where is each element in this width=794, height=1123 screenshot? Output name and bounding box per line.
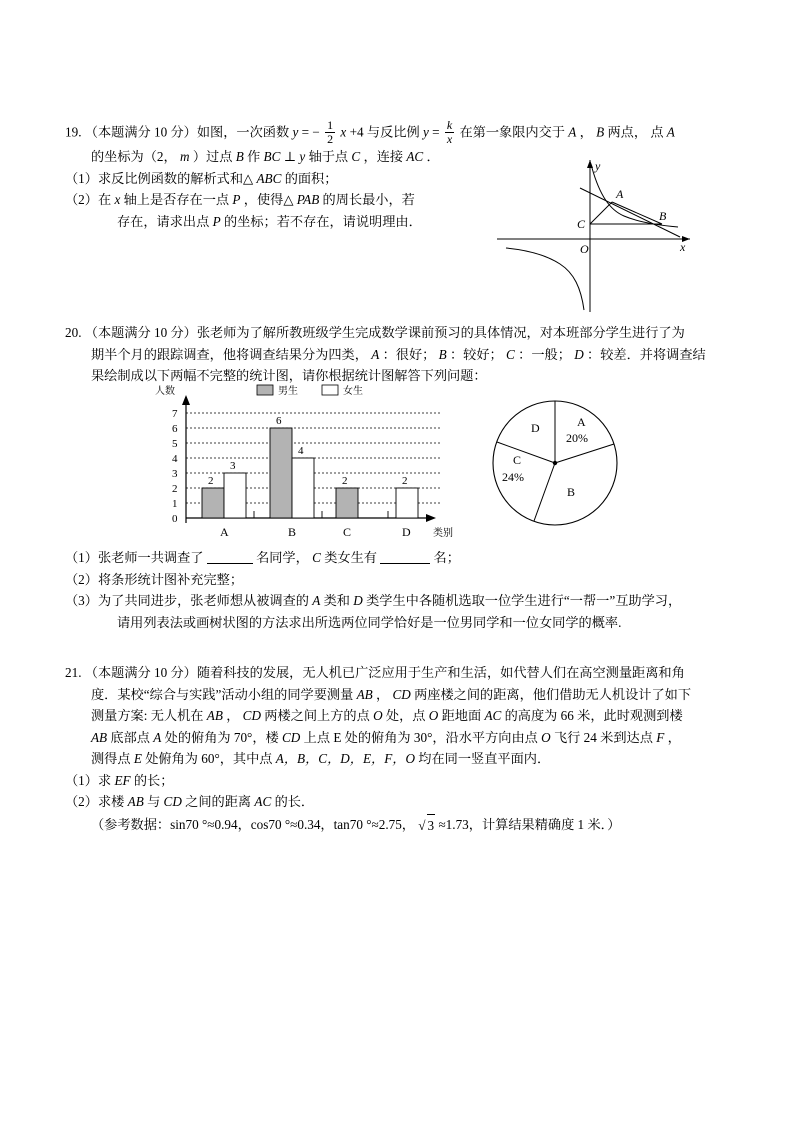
q21-building-CD: CD — [392, 686, 411, 702]
q19-point-P: P — [232, 192, 241, 208]
q19-connect-text: ，连接 — [363, 149, 404, 165]
point-label-B: B — [659, 209, 667, 223]
q21-point-O2: O — [428, 708, 439, 723]
q21-building-CD3: CD — [282, 729, 301, 745]
q19-minus: − — [312, 124, 320, 140]
origin-label: O — [580, 242, 589, 256]
y-axis-tick-labels — [172, 408, 178, 525]
q20-sub2-text: （2）将条形统计图补充完整； — [65, 571, 244, 587]
q19-triangle-ABC: ABC — [256, 170, 282, 186]
q21-building-CD4: CD — [163, 794, 182, 809]
q21-line3-comma: ， — [226, 708, 240, 723]
q19-sub2-b: 轴上是否存在一点 — [123, 192, 230, 208]
q21-building-AB: AB — [356, 686, 373, 702]
pie-label-B: B — [567, 485, 576, 499]
q20-sub-1 — [65, 547, 745, 569]
bar-chart-figure — [140, 383, 465, 545]
q20-sub1-a: （1）张老师一共调查了 — [65, 550, 204, 565]
q19-equals: = — [301, 124, 310, 140]
answer-blank-total-students[interactable] — [207, 550, 253, 564]
point-label-A: A — [616, 187, 624, 201]
q19-var-m: m — [180, 149, 190, 165]
sqrt-symbol: √ — [418, 817, 426, 833]
q19-point-A2: A — [666, 124, 675, 140]
legend-swatch-boys — [257, 385, 273, 395]
q19-comma: ， — [579, 124, 593, 140]
q20-sub3-c: 类学生中各随机选取一位学生进行“一帮一”互助学习， — [366, 593, 682, 608]
q21-point-A: A — [153, 729, 162, 745]
xtick-B: B — [288, 525, 297, 539]
fraction-denominator: x — [446, 131, 453, 146]
bar-chart-x-arrow — [426, 514, 436, 522]
bar-B-boys — [270, 428, 292, 518]
x-axis-label: x — [680, 240, 686, 254]
bar-chart-xlabel: 类别 — [433, 528, 453, 539]
xtick-D: D — [402, 525, 411, 539]
q21-line1-text: （本题满分 10 分）随着科技的发展，无人机已广泛应用于生产和生活，如代替人们在高空测量距离和角 — [84, 665, 685, 680]
q21-building-AB2: AB — [206, 708, 223, 723]
q21-number: 21. — [65, 665, 82, 680]
question-20 — [65, 322, 735, 387]
q20-category-B: B — [438, 346, 447, 362]
q21-sub-1 — [65, 770, 745, 792]
q21-line4-b: 处的俯角为 70°，楼 — [164, 729, 279, 745]
q19-plus-four: +4 — [349, 124, 364, 140]
q20-category-A: A — [371, 346, 380, 362]
bar-D-girls — [396, 488, 418, 518]
ytick-4: 4 — [172, 453, 178, 465]
q21-ref-a: （参考数据：sin70 °≈0.94，cos70 °≈0.34，tan70 °≈2.75， — [91, 816, 415, 832]
ytick-1: 1 — [172, 498, 178, 510]
question-20-subquestions — [65, 547, 745, 633]
legend-swatch-girls — [322, 385, 338, 395]
q19-axis-x: x — [114, 192, 121, 208]
q21-line-2 — [65, 684, 745, 706]
q21-point-O: O — [373, 708, 383, 723]
q20-sub1-b: 名同学， — [256, 550, 309, 565]
q21-reference-data — [65, 813, 745, 836]
pie-value-C: 24% — [502, 470, 524, 484]
q19-var-y: y — [292, 124, 299, 140]
q21-building-CD2: CD — [242, 708, 261, 723]
q19-point-P2: P — [212, 213, 221, 229]
q19-point-B2: B — [235, 149, 244, 165]
bar-B-girls-value: 4 — [298, 445, 304, 457]
q21-line3-f: 的高度为 66 米，此时观测到楼 — [504, 708, 683, 723]
y-axis-arrow — [587, 160, 593, 168]
bar-A-girls-value: 3 — [230, 460, 236, 472]
segment-CA — [590, 202, 612, 224]
q21-sub-2 — [65, 791, 745, 813]
q19-point-B: B — [596, 124, 605, 140]
y-axis-label: y — [595, 159, 601, 173]
pie-value-A: 20% — [566, 431, 588, 445]
pie-center-dot — [553, 461, 557, 465]
q19-sub3-a: 存在，请求出点 — [117, 213, 210, 229]
q20-line2-b: ：很好； — [382, 346, 436, 362]
q19-sub3-b: 的坐标；若不存在，请说明理由． — [223, 213, 422, 229]
q21-line-5 — [65, 748, 745, 770]
q21-line3-c: 两楼之间上方的点 — [264, 708, 370, 723]
legend-label-boys: 男生 — [278, 386, 298, 397]
bar-C-boys-value: 2 — [342, 475, 348, 487]
q21-line-3 — [65, 705, 745, 727]
ytick-7: 7 — [172, 408, 178, 420]
q19-text-point: 点 — [650, 124, 664, 140]
q20-sub3-b: 类和 — [323, 593, 350, 608]
q21-line5-a: 测得点 — [91, 751, 131, 766]
q19-point-C: C — [351, 149, 361, 165]
fraction-numerator: 1 — [327, 118, 334, 132]
q21-sub2-c: 之间的距离 — [185, 794, 252, 809]
q19-sub2-d: 的周长最小，若 — [322, 192, 415, 208]
q19-var-x: x — [340, 124, 347, 140]
bar-B-girls — [292, 458, 314, 518]
q21-sub1-b: 的长； — [133, 772, 174, 788]
q21-line4-e: 飞行 24 米到达点 — [554, 729, 653, 745]
q21-segment-EF: EF — [114, 772, 131, 788]
q21-line4-a: 底部点 — [110, 729, 150, 745]
q20-line2-a: 期半个月的跟踪调查，他将调查结果分为四类， — [91, 346, 368, 362]
q20-line-2 — [65, 344, 735, 366]
q21-point-O3: O — [541, 729, 551, 745]
q19-triangle-PAB: PAB — [296, 192, 320, 208]
q21-line3-a: 测量方案: 无人机在 — [91, 708, 204, 723]
q21-line-4 — [65, 727, 745, 749]
q19-sub1-text: （1）求反比例函数的解析式和△ — [65, 170, 254, 186]
q19-sub2-c: ，使得△ — [243, 192, 294, 208]
q20-line2-c: ：较好； — [450, 346, 503, 362]
q21-line5-c: 均在同一竖直平面内． — [418, 751, 551, 766]
q21-building-AB4: AB — [127, 794, 144, 809]
pie-chart-svg — [455, 393, 650, 558]
q20-sub3-category-A: A — [312, 593, 321, 608]
answer-blank-c-girls[interactable] — [380, 550, 430, 564]
hyperbola-line-diagram-svg — [492, 152, 727, 317]
bar-D-girls-value: 2 — [402, 475, 408, 487]
q21-point-E: E — [333, 729, 342, 745]
q21-line2-comma: ， — [376, 686, 390, 702]
q19-segment-BC: BC — [263, 149, 281, 165]
q19-var-y2: y — [422, 124, 429, 140]
question-19-figure — [492, 152, 727, 317]
q19-header-text: （本题满分 10 分）如图，一次函数 — [84, 124, 290, 140]
bar-B-boys-value: 6 — [276, 415, 282, 427]
q20-sub1-c: 类女生有 — [324, 550, 377, 565]
ytick-5: 5 — [172, 438, 178, 450]
q20-sub-3-cont — [65, 612, 745, 634]
pie-label-A: A — [577, 415, 586, 429]
q21-line5-b: 处俯角为 60°，其中点 — [145, 751, 273, 766]
q19-perp-symbol: ⊥ — [283, 149, 297, 165]
point-label-C: C — [577, 217, 586, 231]
q21-sub2-a: （2）求楼 — [65, 794, 125, 809]
sqrt-radicand: 3 — [427, 814, 436, 837]
q21-line2-a: 度．某校“综合与实践”活动小组的同学要测量 — [91, 686, 354, 702]
q20-sub3-a: （3）为了共同进步，张老师想从被调查的 — [65, 593, 309, 608]
q21-point-E2: E — [133, 751, 142, 766]
ytick-3: 3 — [172, 468, 178, 480]
q20-category-D: D — [574, 346, 584, 362]
bar-C-boys — [336, 488, 358, 518]
q21-line3-d: 处，点 — [385, 708, 426, 723]
q21-line2-c: 两座楼之间的距离，他们借助无人机设计了如下 — [414, 686, 692, 702]
q19-equals2: = — [432, 124, 440, 140]
q21-building-AB3: AB — [91, 729, 108, 745]
q21-line4-d: 处的俯角为 30°，沿水平方向由点 — [344, 729, 538, 745]
q21-ref-b: ≈1.73，计算结果精确度 1 米．） — [438, 816, 621, 832]
bar-chart-svg — [140, 383, 465, 545]
q21-segment-AC: AC — [484, 708, 502, 723]
q20-line3-text: 果绘制成以下两幅不完整的统计图，请你根据统计图解答下列问题： — [91, 368, 487, 383]
bar-chart-ylabel: 人数 — [155, 386, 175, 397]
xtick-A: A — [220, 525, 229, 539]
q21-sub2-b: 与 — [147, 794, 161, 809]
q21-segment-AC2: AC — [254, 794, 272, 809]
xtick-C: C — [343, 525, 352, 539]
q19-segment-AC: AC — [406, 149, 424, 165]
q20-category-C: C — [506, 346, 515, 362]
fraction-numerator: k — [446, 118, 453, 132]
q20-sub1-d: 名； — [433, 550, 460, 565]
q20-line2-d: ：一般； — [518, 346, 571, 362]
q19-through-text: ）过点 — [192, 149, 233, 165]
q19-text-inverse: 与反比例 — [366, 124, 420, 140]
legend-label-girls: 女生 — [343, 386, 363, 397]
q19-line-1 — [65, 120, 725, 146]
q21-sub1-a: （1）求 — [65, 772, 112, 788]
q20-number: 20. — [65, 325, 82, 340]
q19-at-point-text: 轴于点 — [308, 149, 349, 165]
q19-make-text: 作 — [247, 149, 261, 165]
hyperbola-branch-q3 — [506, 248, 584, 310]
q20-sub-2 — [65, 569, 745, 591]
q21-point-F: F — [656, 729, 665, 745]
q20-sub3-category-D: D — [353, 593, 363, 608]
q20-sub-3 — [65, 590, 745, 612]
bar-A-boys-value: 2 — [208, 475, 214, 487]
q19-axis-y: y — [299, 149, 306, 165]
q21-points-list: A，B，C，D，E，F，O — [275, 751, 415, 766]
q20-sub4-text: 请用列表法或画树状图的方法求出所选两位同学恰好是一位男同学和一位女同学的概率. — [117, 614, 622, 630]
fraction-k-over-x — [445, 119, 454, 145]
q20-line-1 — [65, 322, 735, 344]
pie-label-C: C — [513, 453, 522, 467]
q19-coord-text: 的坐标为（2， — [91, 149, 177, 165]
bar-A-boys — [202, 488, 224, 518]
q20-line2-e: ：较差．并将调查结 — [587, 346, 706, 362]
bar-A-girls — [224, 473, 246, 518]
q20-line1-text: （本题满分 10 分）张老师为了解所教班级学生完成数学课前预习的具体情况，对本班部分学生进行了为 — [84, 325, 685, 340]
q19-sub2-a: （2）在 — [65, 192, 112, 208]
ytick-6: 6 — [172, 423, 178, 435]
bar-chart-y-arrow — [182, 395, 190, 405]
q19-text-quadrant: 在第一象限内交于 — [459, 124, 565, 140]
q19-text-two-points: 两点， — [607, 124, 648, 140]
q21-line4-c: 上点 — [303, 729, 331, 745]
q20-sub1-category-C: C — [312, 550, 321, 565]
q21-line4-comma: ， — [667, 729, 681, 745]
q21-line-1 — [65, 662, 745, 684]
q19-number: 19. — [65, 124, 82, 140]
pie-label-D: D — [531, 421, 540, 435]
q19-period: ． — [426, 149, 440, 165]
fraction-denominator: 2 — [327, 131, 334, 146]
ytick-2: 2 — [172, 483, 178, 495]
q21-sub2-d: 的长． — [274, 794, 315, 809]
q19-point-A: A — [568, 124, 577, 140]
x-axis-category-labels — [220, 525, 411, 539]
q19-sub1-tail: 的面积； — [284, 170, 338, 186]
fraction-one-half — [325, 119, 335, 145]
question-21 — [65, 662, 745, 835]
q21-line3-e: 距地面 — [441, 708, 482, 723]
ytick-0: 0 — [172, 513, 178, 525]
pie-chart-figure — [455, 393, 650, 558]
